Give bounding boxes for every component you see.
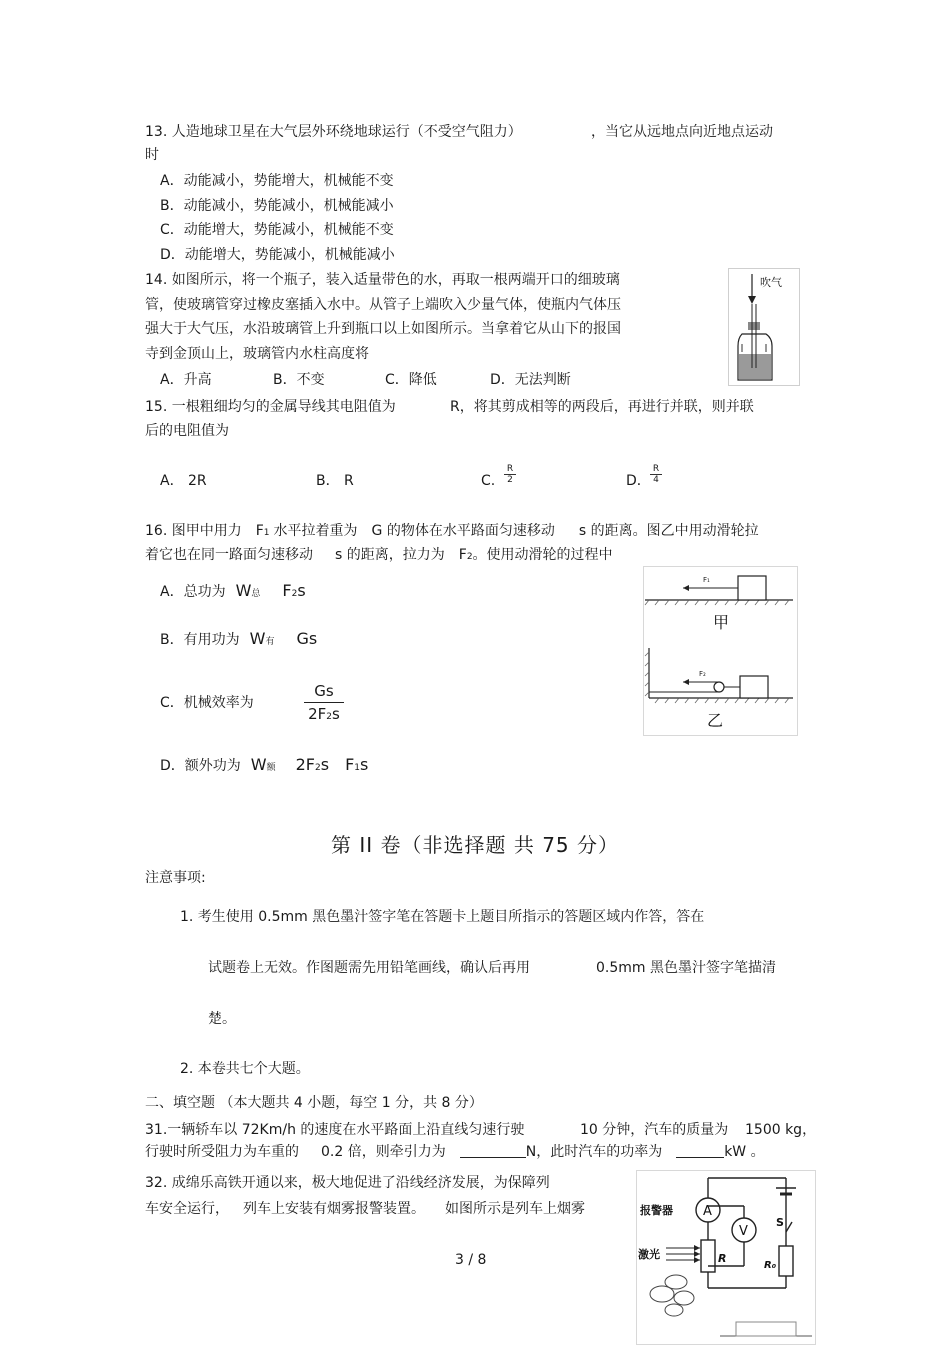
q13-stem-c: 时 [145, 147, 159, 163]
q15-option-d: D． [626, 473, 651, 489]
svg-text:报警器: 报警器 [640, 1204, 673, 1217]
q15-stem-b: R，将其剪成相等的两段后，再进行并联，则并联 [450, 399, 754, 415]
svg-text:吹气: 吹气 [760, 276, 782, 289]
q16-option-d: D．额外功为 W额 2F2s F1s [160, 755, 369, 774]
svg-text:乙: 乙 [707, 711, 724, 730]
q13-stem-a: 13. 人造地球卫星在大气层外环绕地球运行（不受空气阻力） [145, 124, 522, 140]
fraction-denominator: 2F2s [308, 705, 340, 723]
q16-line-1: 16. 图甲中用力 F1 水平拉着重为 G 的物体在水平路面匀速移动 s 的距离。图乙中用动滑轮拉 [145, 523, 759, 539]
q16-option-c: C．机械效率为 [160, 695, 254, 711]
bottle-figure [728, 268, 800, 386]
traction-force-blank[interactable] [460, 1143, 526, 1158]
q31-line-1c: 1500 kg， [745, 1122, 817, 1138]
pulley-figure [643, 566, 798, 736]
q15-option-c-fraction [504, 464, 516, 485]
q16-line-2: 着它也在同一路面匀速移动 s 的距离，拉力为 F2。使用动滑轮的过程中 [145, 547, 613, 563]
notice-item-2: 2. 本卷共七个大题。 [180, 1061, 310, 1077]
q14-line-1: 14. 如图所示，将一个瓶子，装入适量带色的水，再取一根两端开口的细玻璃 [145, 272, 620, 288]
q14-option-c: C．降低 [385, 372, 437, 388]
fraction-numerator: R [504, 464, 516, 475]
q13-stem-b: ，当它从远地点向近地点运动 [591, 124, 773, 140]
q31-line-1a: 31.一辆轿车以 72Km/h 的速度在水平路面上沿直线匀速行驶 [145, 1122, 525, 1138]
notice-item-1-line-2a: 试题卷上无效。作图题需先用铅笔画线，确认后再用 [208, 960, 530, 976]
q16-option-c-fraction [304, 680, 344, 728]
q15-stem-a: 15. 一根粗细均匀的金属导线其电阻值为 [145, 399, 396, 415]
svg-text:R₀: R₀ [764, 1260, 777, 1271]
svg-text:A: A [703, 1204, 712, 1219]
q13-option-c: C．动能增大，势能减小，机械能不变 [160, 222, 394, 238]
notice-heading: 注意事项: [145, 870, 206, 886]
q15-option-d-fraction [650, 464, 662, 485]
q13-option-a: A．动能减小，势能增大，机械能不变 [160, 173, 394, 189]
fraction-numerator: R [650, 464, 662, 475]
alarm-circuit-figure [636, 1170, 816, 1345]
svg-text:S: S [776, 1216, 784, 1229]
part2-title: 第 II 卷（非选择题 共 75 分） [330, 833, 620, 857]
q16-option-a: A．总功为 W总 F2s [160, 581, 306, 600]
svg-text:甲: 甲 [713, 613, 730, 632]
q31-line-2: 行驶时所受阻力为车重的 0.2 倍，则牵引力为 N，此时汽车的功率为 kW 。 [145, 1144, 765, 1160]
svg-text:V: V [739, 1224, 748, 1239]
q14-line-2: 管，使玻璃管穿过橡皮塞插入水中。从管子上端吹入少量气体，使瓶内气体压 [145, 297, 621, 313]
q31-line-1b: 10 分钟，汽车的质量为 [580, 1122, 729, 1138]
q14-line-4: 寺到金顶山上，玻璃管内水柱高度将 [145, 346, 369, 362]
q15-stem-c: 后的电阻值为 [145, 423, 229, 439]
svg-text:激光: 激光 [638, 1248, 660, 1261]
q14-line-3: 强大于大气压，水沿玻璃管上升到瓶口以上如图所示。当拿着它从山下的报国 [145, 321, 621, 337]
q32-line-2: 车安全运行， 列车上安装有烟雾报警装置。 如图所示是列车上烟雾 [145, 1201, 585, 1217]
notice-item-1-line-2b: 0.5mm 黑色墨汁签字笔描清 [596, 960, 776, 976]
q15-option-a: A． 2R [160, 473, 207, 489]
q14-option-a: A．升高 [160, 372, 212, 388]
q15-option-c: C. [481, 473, 496, 489]
svg-text:F₂: F₂ [699, 670, 706, 678]
q16-option-b: B．有用功为 W有 Gs [160, 629, 318, 648]
svg-text:F₁: F₁ [703, 576, 710, 584]
power-blank[interactable] [676, 1143, 724, 1158]
notice-item-1-line-3: 楚。 [208, 1011, 236, 1027]
fraction-denominator: 2 [507, 475, 513, 485]
q14-option-b: B．不变 [273, 372, 325, 388]
q13-option-d: D．动能增大，势能减小，机械能减小 [160, 247, 395, 263]
svg-text:R: R [718, 1252, 727, 1265]
q13-option-b: B．动能减小，势能减小，机械能减小 [160, 198, 394, 214]
fraction-denominator: 4 [653, 475, 659, 485]
page-number: 3 / 8 [455, 1252, 487, 1268]
q14-option-d: D．无法判断 [490, 372, 571, 388]
fraction-numerator: Gs [304, 680, 344, 703]
section2-heading: 二、填空题 （本大题共 4 小题，每空 1 分，共 8 分） [145, 1095, 483, 1111]
q32-line-1: 32. 成绵乐高铁开通以来，极大地促进了沿线经济发展，为保障列 [145, 1175, 550, 1191]
notice-item-1-line-1: 1. 考生使用 0.5mm 黑色墨汁签字笔在答题卡上题目所指示的答题区域内作答，答在 [180, 909, 705, 925]
q15-option-b: B． R [316, 473, 354, 489]
